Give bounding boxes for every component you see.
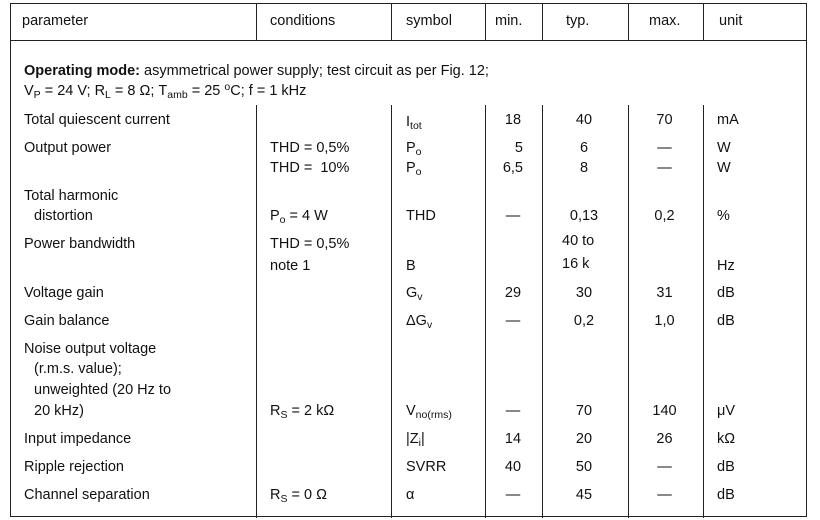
rl-subscript: L <box>105 89 111 101</box>
min-noise: — <box>505 403 521 419</box>
rl-symbol: R <box>94 83 106 99</box>
symbol-subscript: no(rms) <box>415 409 452 421</box>
max-ripple: — <box>657 459 672 475</box>
symbol-subscript: v <box>417 291 423 303</box>
min-output-power-1: 5 <box>514 140 523 156</box>
symbol-bandwidth: B <box>406 258 416 274</box>
symbol-gain-balance <box>406 312 432 330</box>
cond-thd <box>270 207 328 225</box>
min-voltage-gain: 29 <box>504 285 522 301</box>
typ-bandwidth-2: 16 k <box>562 256 590 272</box>
param-bandwidth: Power bandwidth <box>24 236 136 252</box>
unit-thd: % <box>717 208 730 224</box>
degree-superscript: o <box>224 81 231 93</box>
symbol-letter: |Z <box>406 431 419 447</box>
max-gain-balance: 1,0 <box>654 313 675 329</box>
typ-voltage-gain: 30 <box>575 285 593 301</box>
max-impedance: 26 <box>656 431 673 447</box>
symbol-quiescent <box>406 113 422 131</box>
col-divider <box>703 105 704 518</box>
max-output-power-1: — <box>657 140 672 156</box>
operating-mode-line2 <box>24 82 306 100</box>
tamb-rest: C; f = 1 kHz <box>230 83 307 99</box>
min-ripple: 40 <box>504 459 522 475</box>
typ-quiescent: 40 <box>575 112 593 128</box>
typ-ripple: 50 <box>575 459 593 475</box>
rl-value: = 8 Ω; <box>110 83 159 99</box>
cond-value: = 0 Ω <box>287 487 327 503</box>
col-divider <box>542 4 543 40</box>
operating-mode-line1 <box>24 62 489 80</box>
typ-noise: 70 <box>575 403 593 419</box>
cond-value: = 2 kΩ <box>287 403 335 419</box>
max-quiescent: 70 <box>656 112 673 128</box>
cond-letter: R <box>270 487 281 503</box>
min-thd: — <box>505 208 521 224</box>
symbol-letter: G <box>406 285 418 301</box>
unit-quiescent: mA <box>717 112 739 128</box>
min-gain-balance: — <box>505 313 521 329</box>
typ-channel: 45 <box>575 487 593 503</box>
cond-letter: P <box>270 208 280 224</box>
symbol-letter: I <box>406 114 411 130</box>
param-output-power: Output power <box>24 140 112 156</box>
param-noise-line4: 20 kHz) <box>34 403 84 419</box>
max-noise: 140 <box>652 403 677 419</box>
tamb-subscript: amb <box>167 89 188 101</box>
symbol-subscript: o <box>415 146 422 158</box>
header-unit: unit <box>719 13 743 29</box>
param-noise-line3: unweighted (20 Hz to <box>34 382 172 398</box>
header-symbol: symbol <box>406 13 452 29</box>
param-noise-line1: Noise output voltage <box>24 341 157 357</box>
param-channel: Channel separation <box>24 487 150 503</box>
symbol-subscript: o <box>415 166 422 178</box>
param-ripple: Ripple rejection <box>24 459 124 475</box>
symbol-output-power-2 <box>406 159 422 177</box>
min-channel: — <box>505 487 521 503</box>
typ-output-power-2: 8 <box>579 160 589 176</box>
min-output-power-2: 6,5 <box>502 160 523 176</box>
unit-impedance: kΩ <box>717 431 736 447</box>
tamb-symbol: T <box>158 83 168 99</box>
header-conditions: conditions <box>270 13 336 29</box>
symbol-subscript: i <box>418 437 421 449</box>
param-voltage-gain: Voltage gain <box>24 285 104 301</box>
col-divider <box>256 105 257 518</box>
max-output-power-2: — <box>657 160 672 176</box>
symbol-letter: P <box>406 160 416 176</box>
header-max: max. <box>649 13 681 29</box>
cond-letter: R <box>270 403 281 419</box>
vp-symbol: V <box>24 83 34 99</box>
param-noise-line2: (r.m.s. value); <box>34 361 122 377</box>
unit-channel: dB <box>717 487 735 503</box>
typ-gain-balance: 0,2 <box>573 313 595 329</box>
unit-voltage-gain: dB <box>717 285 735 301</box>
typ-thd: 0,13 <box>569 208 599 224</box>
symbol-letter: P <box>406 140 416 156</box>
param-thd-line2: distortion <box>34 208 93 224</box>
unit-bandwidth: Hz <box>717 258 735 274</box>
unit-gain-balance: dB <box>717 313 735 329</box>
col-divider <box>628 4 629 40</box>
unit-output-power-2: W <box>717 160 731 176</box>
param-impedance: Input impedance <box>24 431 132 447</box>
cond-bandwidth-1: THD = 0,5% <box>270 236 350 252</box>
symbol-subscript: tot <box>410 120 422 132</box>
header-min: min. <box>495 13 523 29</box>
min-quiescent: 18 <box>504 112 522 128</box>
max-channel: — <box>657 487 672 503</box>
typ-bandwidth-1: 40 to <box>562 233 595 249</box>
min-impedance: 14 <box>504 431 522 447</box>
param-gain-balance: Gain balance <box>24 313 110 329</box>
symbol-end: | <box>420 431 425 447</box>
symbol-channel: α <box>406 487 415 503</box>
cond-noise <box>270 402 334 420</box>
cond-output-power-1: THD = 0,5% <box>270 140 350 156</box>
col-divider <box>485 4 486 40</box>
unit-noise: μV <box>717 403 736 419</box>
operating-mode-label: Operating mode: <box>24 63 141 79</box>
param-thd-line1: Total harmonic <box>24 188 119 204</box>
unit-output-power-1: W <box>717 140 731 156</box>
param-quiescent: Total quiescent current <box>24 112 170 128</box>
typ-output-power-1: 6 <box>579 140 589 156</box>
cond-value: = 4 W <box>285 208 328 224</box>
col-divider <box>391 4 392 40</box>
operating-mode-text: asymmetrical power supply; test circuit as per Fig. 12; <box>140 63 489 79</box>
header-parameter: parameter <box>22 13 89 29</box>
vp-value: = 24 V; <box>40 83 95 99</box>
cond-subscript: S <box>280 409 288 421</box>
col-divider <box>256 4 257 40</box>
max-thd: 0,2 <box>654 208 675 224</box>
cond-subscript: S <box>280 493 288 505</box>
symbol-noise <box>406 402 452 420</box>
cond-subscript: o <box>279 214 286 226</box>
symbol-letter: ΔG <box>406 313 427 329</box>
typ-impedance: 20 <box>575 431 593 447</box>
symbol-output-power-1 <box>406 139 422 157</box>
symbol-letter: V <box>406 403 416 419</box>
cond-channel <box>270 486 327 504</box>
symbol-thd: THD <box>406 208 436 224</box>
max-voltage-gain: 31 <box>656 285 673 301</box>
symbol-impedance <box>406 430 425 448</box>
col-divider <box>703 4 704 40</box>
col-divider <box>391 105 392 518</box>
symbol-subscript: v <box>426 319 433 331</box>
vp-subscript: P <box>33 89 41 101</box>
header-typ: typ. <box>566 13 590 29</box>
tamb-value: = 25 <box>187 83 225 99</box>
symbol-ripple: SVRR <box>406 459 447 475</box>
symbol-voltage-gain <box>406 284 423 302</box>
unit-ripple: dB <box>717 459 735 475</box>
cond-bandwidth-2: note 1 <box>270 258 311 274</box>
cond-output-power-2: THD = 10% <box>270 160 350 176</box>
